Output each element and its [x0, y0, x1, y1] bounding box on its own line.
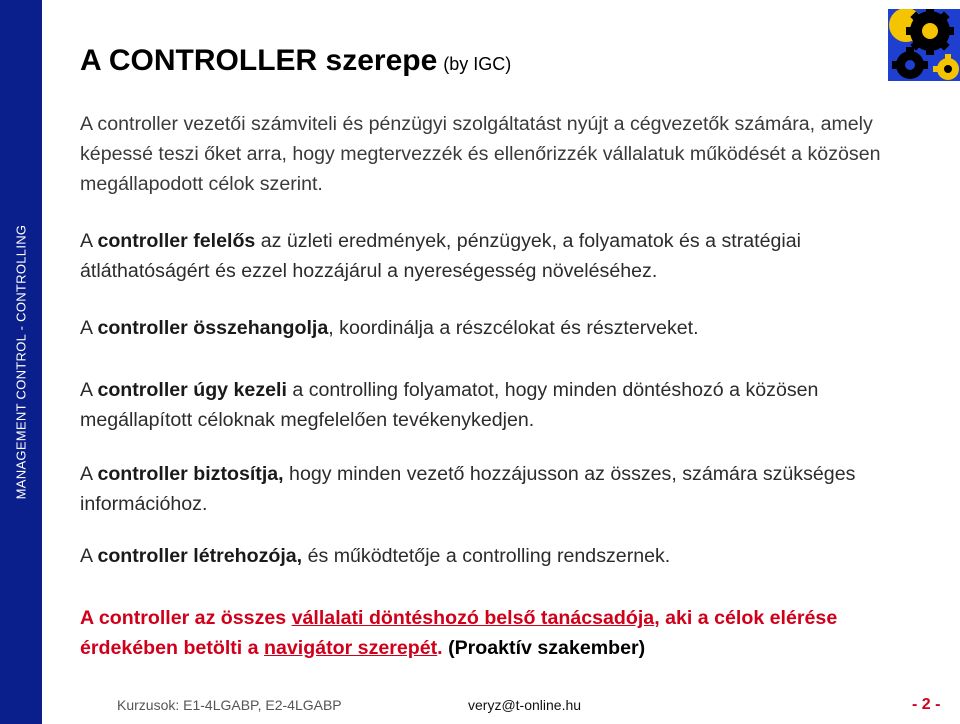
text-emphasis: controller úgy kezeli	[97, 379, 287, 401]
sidebar-label: MANAGEMENT CONTROL - CONTROLLING	[13, 224, 29, 500]
text-lead: A controller az összes	[80, 607, 292, 629]
page-subtitle: (by IGC)	[443, 54, 512, 74]
paragraph-coordinates	[80, 313, 920, 343]
text-emphasis: controller felelős	[97, 230, 256, 252]
text-underlined-navigator: navigátor szerepét	[264, 637, 438, 659]
text-rest: és működtetője a controlling rendszernek.	[302, 545, 671, 567]
text-emphasis: controller biztosítja,	[97, 463, 284, 485]
text-lead: A	[80, 230, 98, 252]
paragraph-ensures	[80, 459, 920, 519]
paragraph-manages	[80, 375, 920, 435]
text-underlined-advisor: vállalati döntéshozó belső tanácsadója	[291, 607, 655, 629]
text-rest: , koordinálja a részcélokat és részterveket.	[328, 317, 699, 339]
paragraph-intro	[80, 109, 920, 199]
gears-logo-icon	[888, 9, 960, 81]
sidebar	[0, 0, 42, 724]
text-lead: A	[80, 545, 98, 567]
text-lead: A	[80, 463, 98, 485]
text-emphasis: controller összehangolja	[97, 317, 329, 339]
paragraph-intro-text: A controller vezetői számviteli és pénzügyi szolgáltatást nyújt a cégvezetők számára, amely képessé teszi őket arra, hogy megtervezzék és ellenőrizzék vállalatuk működését a közösen megállapodott célok szerint.	[80, 113, 881, 195]
page-number: - 2 -	[912, 696, 941, 713]
text-lead: A	[80, 317, 98, 339]
text-middle: , aki a célok elérése érdekében betölti a	[80, 607, 838, 659]
text-period: .	[437, 637, 449, 659]
paragraph-creator	[80, 541, 920, 571]
footer-courses: Kurzusok: E1-4LGABP, E2-4LGABP	[117, 697, 342, 713]
text-rest: az üzleti eredmények, pénzügyek, a folyamatok és a stratégiai átláthatóságért és ezzel hozzájárul a nyereségesség növeléséhez.	[80, 230, 801, 282]
text-emphasis: controller létrehozója,	[97, 545, 303, 567]
title-row	[80, 44, 511, 78]
paragraph-navigator	[80, 603, 920, 663]
text-lead: A	[80, 379, 98, 401]
page-title: A CONTROLLER szerepe	[80, 44, 438, 77]
text-rest: a controlling folyamatot, hogy minden döntéshozó a közösen megállapított céloknak megfelelően tevékenykedjen.	[80, 379, 819, 431]
paragraph-responsible	[80, 226, 920, 286]
text-rest: hogy minden vezető hozzájusson az összes, számára szükséges információhoz.	[80, 463, 856, 515]
text-proactive: (Proaktív szakember)	[448, 637, 646, 659]
footer-email: veryz@t-online.hu	[468, 697, 582, 713]
